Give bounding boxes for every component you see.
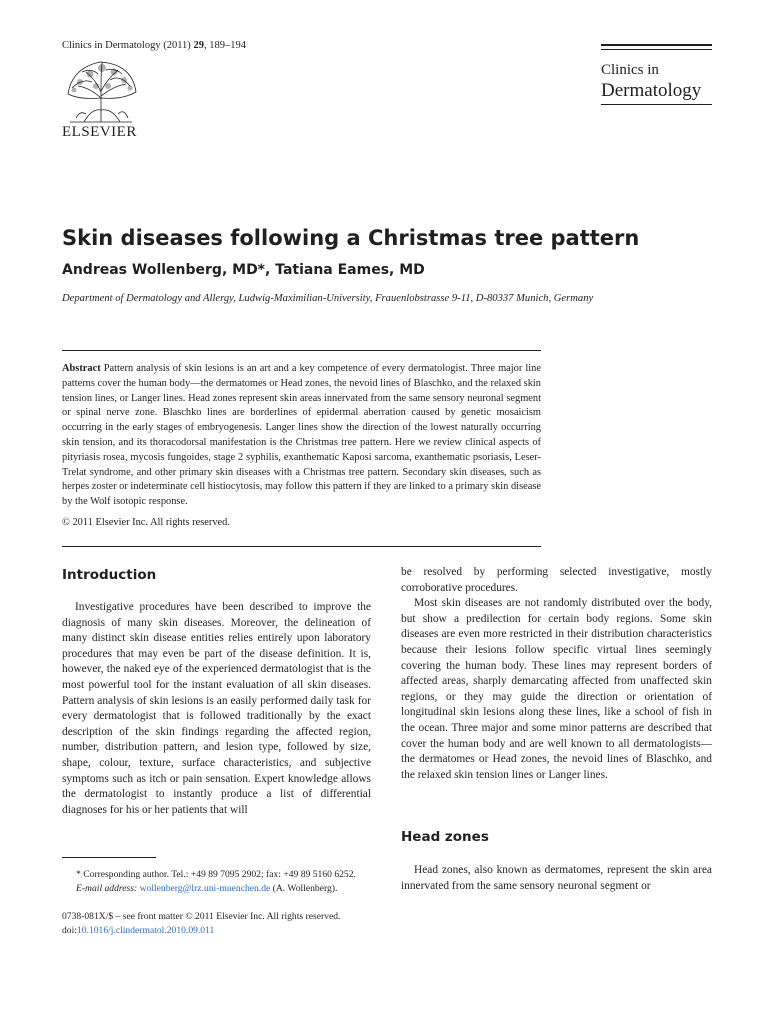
footnote-rule xyxy=(62,857,156,858)
right-paragraph-2: Most skin diseases are not randomly distributed over the body, but show a predilection for certain body regions. Some skin diseases are even more restricted in their distribution characteristics because their lesions follow specific virtual lines seemingly covering the human body. These lines may represent borders of affected areas, sharply demarcating affected from unaffected skin regions, or they may guide the direction or orientation of longitudinal skin lesions along these lines, like a school of fish in the ocean. Three major and some minor patterns are described that cover the human body and are well known to all dermatologists—the dermatomes or Head zones, the nevoid lines of Blaschko, and the relaxed skin tension lines or Langer lines. xyxy=(401,597,712,781)
journal-citation: Clinics in Dermatology (2011) 29, 189–194 xyxy=(62,40,246,51)
journal-rule-second xyxy=(601,49,712,50)
email-link[interactable]: wollenberg@lrz.uni-muenchen.de xyxy=(139,882,271,894)
article-title: Skin diseases following a Christmas tree pattern xyxy=(62,226,640,250)
abstract-copyright: © 2011 Elsevier Inc. All rights reserved. xyxy=(62,517,230,528)
left-column xyxy=(62,600,371,818)
journal-name-line1: Clinics in xyxy=(601,62,659,78)
author-affiliation: Department of Dermatology and Allergy, Ludwig-Maximilian-University, Frauenlobstrasse 9-11, D-80337 Munich, Germany xyxy=(62,293,594,304)
head-zones-heading: Head zones xyxy=(401,829,489,845)
introduction-heading: Introduction xyxy=(62,567,157,583)
right-column xyxy=(401,565,712,783)
corresponding-footnote xyxy=(62,868,382,895)
corresponding-author: * Corresponding author. Tel.: +49 89 7095 2902; fax: +49 89 5160 6252. xyxy=(76,869,356,880)
email-suffix: (A. Wollenberg). xyxy=(270,882,338,894)
publisher-wordmark: ELSEVIER xyxy=(62,124,137,140)
email-label: E-mail address: xyxy=(76,882,140,894)
email-line xyxy=(62,882,382,896)
journal-rule-top xyxy=(601,44,712,46)
front-matter xyxy=(62,910,382,937)
front-matter-text: 0738-081X/$ – see front matter © 2011 Elsevier Inc. All rights reserved. xyxy=(62,911,341,922)
abstract-label: Abstract xyxy=(62,363,101,374)
head-zones-column xyxy=(401,863,712,894)
journal-name-line2: Dermatology xyxy=(601,80,702,101)
doi-label: doi: xyxy=(62,924,77,936)
abstract-rule-bottom xyxy=(62,546,541,547)
doi-link[interactable]: 10.1016/j.clindermatol.2010.09.011 xyxy=(76,924,215,936)
right-paragraph-1: be resolved by performing selected investigative, mostly corroborative procedures. xyxy=(401,566,712,594)
article-authors: Andreas Wollenberg, MD*, Tatiana Eames, MD xyxy=(62,262,425,278)
abstract xyxy=(62,362,541,510)
abstract-text: Pattern analysis of skin lesions is an art and a key competence of every dermatologist. Three major line patterns cover the human body—the dermatomes or Head zones, the nevoid lines of Blaschko, and the relaxed skin tension lines, or Langer lines. Head zones represent skin areas innervated from the same sensory neuronal segment or spinal nerve zone. Blaschko lines are borderlines of epidermal aberration caused by genetic mosaicism occurring in the early stages of embryogenesis. Langer lines show the direction of the lowest naturally occurring skin tension, and its thoracodorsal manifestation is the Christmas tree pattern. Here we review clinical aspects of pityriasis rosea, mycosis fungoides, stage 2 syphilis, exanthematic Kaposi sarcoma, exanthematic psoriasis, Leser-Trelat syndrome, and other primary skin diseases with a Christmas tree pattern. Secondary skin diseases, such as herpes zoster or indeterminate cell histiocytosis, may follow this pattern if they are linked to a primary skin disease by the Wolf isotopic response. xyxy=(62,363,541,508)
head-zones-paragraph: Head zones, also known as dermatomes, represent the skin area innervated from the same sensory neuronal segment or xyxy=(401,864,712,892)
intro-paragraph: Investigative procedures have been described to improve the diagnosis of many skin diseases. Moreover, the delineation of many distinct skin disease entities relies entirely upon laboratory procedures that may even be part of the disease definition. It is, however, the naked eye of the experienced dermatologist that is the most powerful tool for the instant evaluation of all skin diseases. Pattern analysis of skin lesions is an easily performed daily task for every dermatologist that is followed traditionally by the exact description of the skin findings regarding the affected region, number, distribution pattern, and lesion type, followed by size, shape, colour, texture, surface characteristics, and subjective symptoms such as itch or pain sensation. Expert knowledge allows the dermatologist to instantly produce a list of differential diagnoses for his or her patients that will xyxy=(62,601,371,816)
doi-line xyxy=(62,924,382,938)
abstract-rule-top xyxy=(62,350,541,351)
journal-rule-bottom xyxy=(601,104,712,105)
